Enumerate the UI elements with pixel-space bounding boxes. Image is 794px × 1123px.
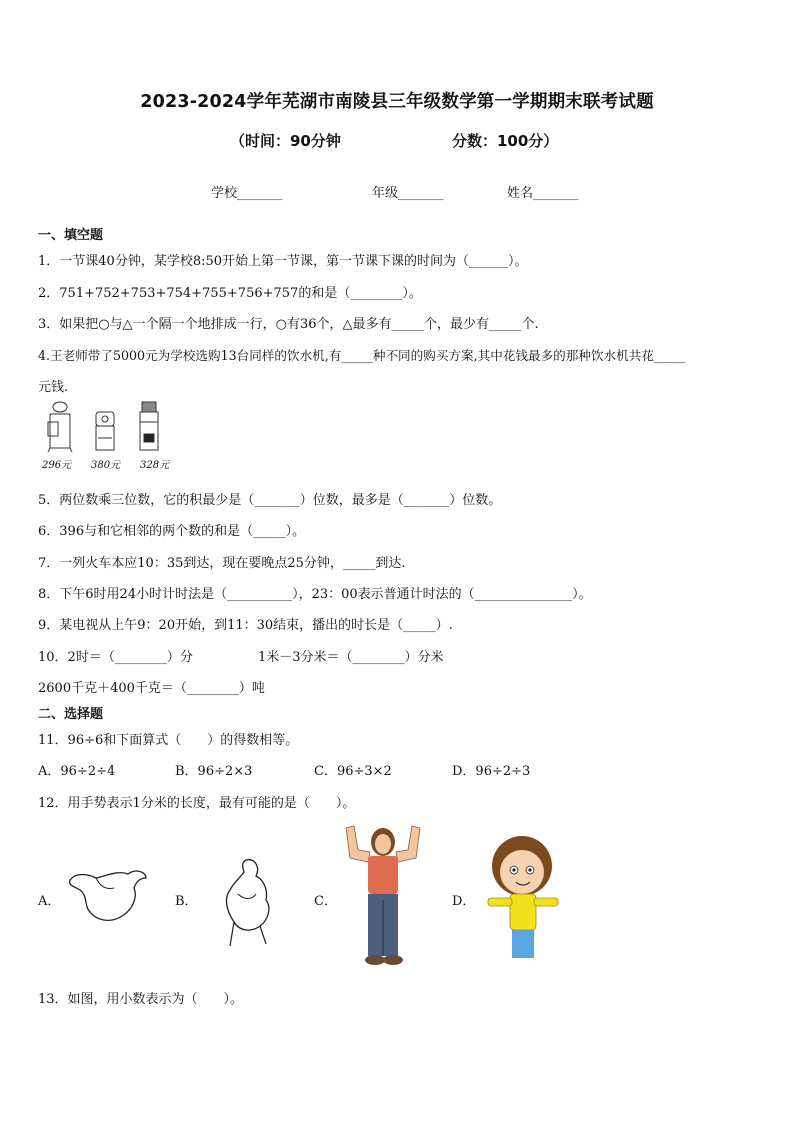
question-12: 12．用手势表示1分米的长度，最有可能的是（ ）。 [38, 796, 356, 811]
question-4-cont: 元钱. [38, 380, 69, 395]
question-2: 2．751+752+753+754+755+756+757的和是（________）。 [38, 286, 422, 301]
hand-gesture-wide-icon [66, 866, 150, 928]
exam-time: （时间：90分钟 [230, 132, 341, 150]
q11-option-a: A．96÷2÷4 [38, 764, 116, 779]
price-label-3: 328元 [140, 460, 170, 471]
child-arms-outstretched-icon [486, 834, 562, 960]
q12-option-a-label: A． [38, 894, 61, 909]
q12-option-c-label: C． [314, 894, 337, 909]
school-field: 学校_______ [211, 186, 283, 201]
question-8: 8．下午6时用24小时计时法是（__________），23：00表示普通计时法的（_______________）。 [38, 587, 592, 602]
question-3: 3．如果把○与△一个隔一个地排成一行，○有36个，△最多有_____个，最少有_____个. [38, 317, 539, 332]
hand-gesture-pinch-icon [216, 856, 276, 948]
grade-field: 年级_______ [372, 186, 444, 201]
question-6: 6．396与和它相邻的两个数的和是（_____）。 [38, 524, 306, 539]
question-13: 13．如图，用小数表示为（ ）。 [38, 992, 244, 1007]
section-heading-fill-blank: 一、填空题 [38, 228, 104, 243]
question-9: 9．某电视从上午9：20开始，到11：30结束，播出的时长是（_____）. [38, 618, 453, 633]
person-arms-raised-icon [340, 822, 426, 972]
section-heading-multiple-choice: 二、选择题 [38, 707, 104, 722]
question-1: 1．一节课40分钟，某学校8:50开始上第一节课，第一节课下课的时间为（______）。 [38, 254, 528, 269]
exam-score: 分数：100分） [452, 132, 559, 150]
q11-option-b: B．96÷2×3 [175, 764, 253, 779]
question-10-part1: 10．2时＝（________）分 [38, 650, 193, 665]
price-label-2: 380元 [91, 460, 121, 471]
q11-option-d: D．96÷2÷3 [452, 764, 531, 779]
question-5: 5．两位数乘三位数，它的积最少是（_______）位数，最多是（_______）位数。 [38, 493, 502, 508]
question-10-part2: 1米－3分米＝（________）分米 [258, 650, 444, 665]
price-label-1: 296元 [42, 460, 72, 471]
name-field: 姓名_______ [507, 186, 579, 201]
question-7: 7．一列火车本应10：35到达，现在要晚点25分钟，_____到达. [38, 556, 406, 571]
q12-option-b-label: B． [175, 894, 198, 909]
question-11: 11．96÷6和下面算式（ ）的得数相等。 [38, 733, 299, 748]
q11-option-c: C．96÷3×2 [314, 764, 392, 779]
page-title: 2023-2024学年芜湖市南陵县三年级数学第一学期期末联考试题 [140, 92, 654, 112]
question-10-part3: 2600千克＋400千克＝（________）吨 [38, 681, 265, 696]
question-4: 4.王老师带了5000元为学校选购13台同样的饮水机,有_____种不同的购买方案,其中花钱最多的那种饮水机共花_____ [38, 348, 686, 363]
water-dispensers-figure [36, 398, 186, 470]
q12-option-d-label: D． [452, 894, 476, 909]
